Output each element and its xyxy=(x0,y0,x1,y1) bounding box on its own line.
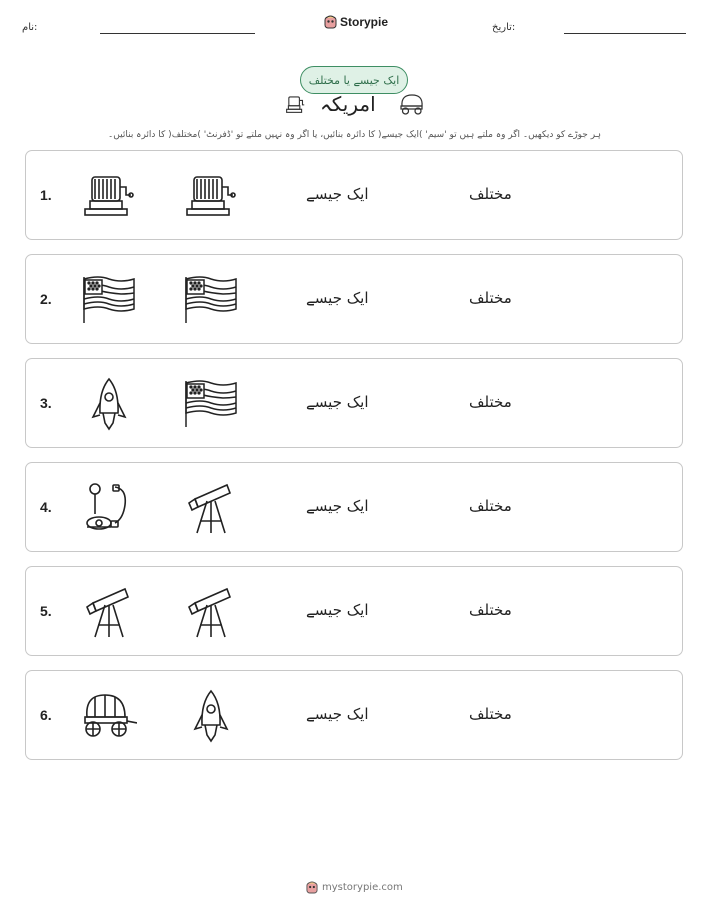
name-line[interactable] xyxy=(100,33,255,34)
crank-machine-icon xyxy=(284,94,306,114)
same-option[interactable]: ایک جیسے xyxy=(306,289,369,307)
different-option[interactable]: مختلف xyxy=(469,289,512,307)
covered-wagon-icon xyxy=(398,92,426,116)
different-option[interactable]: مختلف xyxy=(469,705,512,723)
question-number: 1. xyxy=(40,187,52,203)
different-option[interactable]: مختلف xyxy=(469,393,512,411)
date-line[interactable] xyxy=(564,33,686,34)
american-flag-icon xyxy=(183,273,239,327)
worksheet-title: امریکہ xyxy=(320,92,376,116)
same-option[interactable]: ایک جیسے xyxy=(306,601,369,619)
question-row xyxy=(25,358,683,448)
brand-logo xyxy=(324,14,388,29)
question-row xyxy=(25,566,683,656)
covered-wagon-icon xyxy=(81,689,137,743)
rocket-icon xyxy=(183,689,239,743)
question-row xyxy=(25,150,683,240)
crank-machine-icon xyxy=(81,169,137,223)
same-option[interactable]: ایک جیسے xyxy=(306,185,369,203)
rocket-icon xyxy=(81,377,137,431)
footer-site: mystorypie.com xyxy=(322,881,403,893)
question-row xyxy=(25,670,683,760)
different-option[interactable]: مختلف xyxy=(469,185,512,203)
same-option[interactable]: ایک جیسے xyxy=(306,705,369,723)
same-option[interactable]: ایک جیسے xyxy=(306,393,369,411)
american-flag-icon xyxy=(81,273,137,327)
question-number: 2. xyxy=(40,291,52,307)
different-option[interactable]: مختلف xyxy=(469,497,512,515)
pie-mascot-icon xyxy=(306,880,318,894)
name-label: نام: xyxy=(22,22,38,33)
instructions: ہر جوڑے کو دیکھیں۔ اگر وہ ملتے ہیں تو 'سیم' )ایک جیسے( کا دائرہ بنائیں، یا اگر وہ نہیں ملتے تو 'ڈفرنٹ' )مختلف( کا دائرہ بنائیں۔ xyxy=(108,130,601,140)
date-label: تاریخ: xyxy=(492,22,516,33)
brand-name: Storypie xyxy=(340,14,389,29)
question-row xyxy=(25,462,683,552)
crank-machine-icon xyxy=(183,169,239,223)
worksheet-badge: ایک جیسے یا مختلف xyxy=(300,66,408,94)
footer xyxy=(306,880,403,894)
question-number: 5. xyxy=(40,603,52,619)
question-number: 4. xyxy=(40,499,52,515)
telescope-icon xyxy=(81,585,137,639)
candlestick-telephone-icon xyxy=(81,481,137,535)
telescope-icon xyxy=(183,585,239,639)
question-number: 6. xyxy=(40,707,52,723)
different-option[interactable]: مختلف xyxy=(469,601,512,619)
telescope-icon xyxy=(183,481,239,535)
same-option[interactable]: ایک جیسے xyxy=(306,497,369,515)
question-number: 3. xyxy=(40,395,52,411)
american-flag-icon xyxy=(183,377,239,431)
question-row xyxy=(25,254,683,344)
pie-mascot-icon xyxy=(324,14,337,29)
